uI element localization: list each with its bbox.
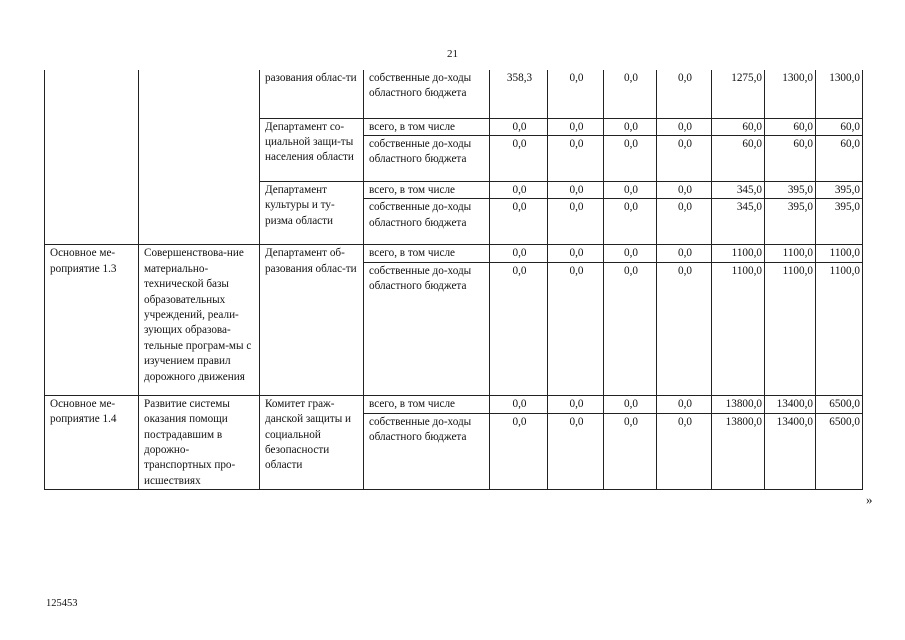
amount-cell: 345,0 xyxy=(712,199,765,245)
event-description-cell: Развитие системы оказания помощи пострадавшим в дорожно-транспортных про-исшествиях xyxy=(139,395,260,489)
amount-cell: 395,0 xyxy=(765,181,816,198)
executor-cell: Департамент об-разования облас-ти xyxy=(260,245,364,395)
amount-cell: 13400,0 xyxy=(765,395,816,413)
amount-cell: 6500,0 xyxy=(816,413,863,489)
amount-cell: 0,0 xyxy=(657,413,712,489)
closing-quote-mark: » xyxy=(866,492,873,507)
amount-cell: 0,0 xyxy=(657,70,712,118)
amount-cell: 1275,0 xyxy=(712,70,765,118)
table-row xyxy=(45,70,863,118)
amount-cell: 6500,0 xyxy=(816,395,863,413)
amount-cell: 0,0 xyxy=(657,199,712,245)
event-description-cell: Совершенствова-ние материально-технической базы образовательных учреждений, реали-зующих образова-тельные програм-мы с изучением правил дорожного движения xyxy=(139,245,260,395)
executor-cell: Департамент со-циальной защи-ты населения области xyxy=(260,118,364,181)
amount-cell: 0,0 xyxy=(490,199,548,245)
amount-cell: 358,3 xyxy=(490,70,548,118)
source-cell: всего, в том числе xyxy=(364,245,490,262)
amount-cell: 395,0 xyxy=(816,199,863,245)
amount-cell: 0,0 xyxy=(548,70,604,118)
table-row xyxy=(45,395,863,413)
amount-cell: 0,0 xyxy=(490,262,548,395)
amount-cell: 0,0 xyxy=(604,413,657,489)
source-cell: всего, в том числе xyxy=(364,181,490,198)
amount-cell: 0,0 xyxy=(604,245,657,262)
amount-cell: 0,0 xyxy=(548,135,604,181)
amount-cell: 0,0 xyxy=(490,395,548,413)
source-cell: всего, в том числе xyxy=(364,395,490,413)
amount-cell: 0,0 xyxy=(548,413,604,489)
amount-cell: 0,0 xyxy=(657,181,712,198)
amount-cell: 60,0 xyxy=(765,118,816,135)
event-description-cell xyxy=(139,70,260,245)
amount-cell: 0,0 xyxy=(604,135,657,181)
amount-cell: 1100,0 xyxy=(765,262,816,395)
source-cell: собственные до-ходы областного бюджета xyxy=(364,199,490,245)
amount-cell: 0,0 xyxy=(548,262,604,395)
amount-cell: 1100,0 xyxy=(765,245,816,262)
amount-cell: 345,0 xyxy=(712,181,765,198)
amount-cell: 60,0 xyxy=(712,135,765,181)
amount-cell: 1100,0 xyxy=(712,262,765,395)
amount-cell: 0,0 xyxy=(490,118,548,135)
executor-cell: разования облас-ти xyxy=(260,70,364,118)
source-cell: собственные до-ходы областного бюджета xyxy=(364,135,490,181)
amount-cell: 0,0 xyxy=(604,262,657,395)
amount-cell: 0,0 xyxy=(657,395,712,413)
event-cell: Основное ме-роприятие 1.3 xyxy=(45,245,139,395)
amount-cell: 1100,0 xyxy=(816,262,863,395)
amount-cell: 1300,0 xyxy=(765,70,816,118)
amount-cell: 0,0 xyxy=(604,70,657,118)
amount-cell: 1100,0 xyxy=(712,245,765,262)
amount-cell: 13800,0 xyxy=(712,413,765,489)
executor-cell: Комитет граж-данской защиты и социальной безопасности области xyxy=(260,395,364,489)
amount-cell: 0,0 xyxy=(490,181,548,198)
amount-cell: 60,0 xyxy=(816,135,863,181)
amount-cell: 0,0 xyxy=(548,118,604,135)
amount-cell: 0,0 xyxy=(548,245,604,262)
page-number: 21 xyxy=(447,48,458,60)
amount-cell: 0,0 xyxy=(657,245,712,262)
source-cell: собственные до-ходы областного бюджета xyxy=(364,262,490,395)
event-cell: Основное ме-роприятие 1.4 xyxy=(45,395,139,489)
funding-table xyxy=(44,70,863,490)
amount-cell: 0,0 xyxy=(657,135,712,181)
document-code: 125453 xyxy=(46,598,78,609)
amount-cell: 0,0 xyxy=(548,199,604,245)
amount-cell: 0,0 xyxy=(657,118,712,135)
amount-cell: 0,0 xyxy=(490,135,548,181)
amount-cell: 395,0 xyxy=(816,181,863,198)
amount-cell: 0,0 xyxy=(490,413,548,489)
amount-cell: 1300,0 xyxy=(816,70,863,118)
amount-cell: 0,0 xyxy=(604,199,657,245)
event-cell xyxy=(45,70,139,245)
amount-cell: 0,0 xyxy=(548,181,604,198)
table-row xyxy=(45,245,863,262)
amount-cell: 60,0 xyxy=(765,135,816,181)
amount-cell: 0,0 xyxy=(604,118,657,135)
amount-cell: 60,0 xyxy=(712,118,765,135)
amount-cell: 13400,0 xyxy=(765,413,816,489)
source-cell: собственные до-ходы областного бюджета xyxy=(364,413,490,489)
amount-cell: 0,0 xyxy=(548,395,604,413)
source-cell: собственные до-ходы областного бюджета xyxy=(364,70,490,118)
amount-cell: 0,0 xyxy=(490,245,548,262)
amount-cell: 0,0 xyxy=(604,181,657,198)
amount-cell: 395,0 xyxy=(765,199,816,245)
executor-cell: Департамент культуры и ту-ризма области xyxy=(260,181,364,244)
amount-cell: 1100,0 xyxy=(816,245,863,262)
amount-cell: 13800,0 xyxy=(712,395,765,413)
amount-cell: 0,0 xyxy=(604,395,657,413)
amount-cell: 60,0 xyxy=(816,118,863,135)
source-cell: всего, в том числе xyxy=(364,118,490,135)
amount-cell: 0,0 xyxy=(657,262,712,395)
